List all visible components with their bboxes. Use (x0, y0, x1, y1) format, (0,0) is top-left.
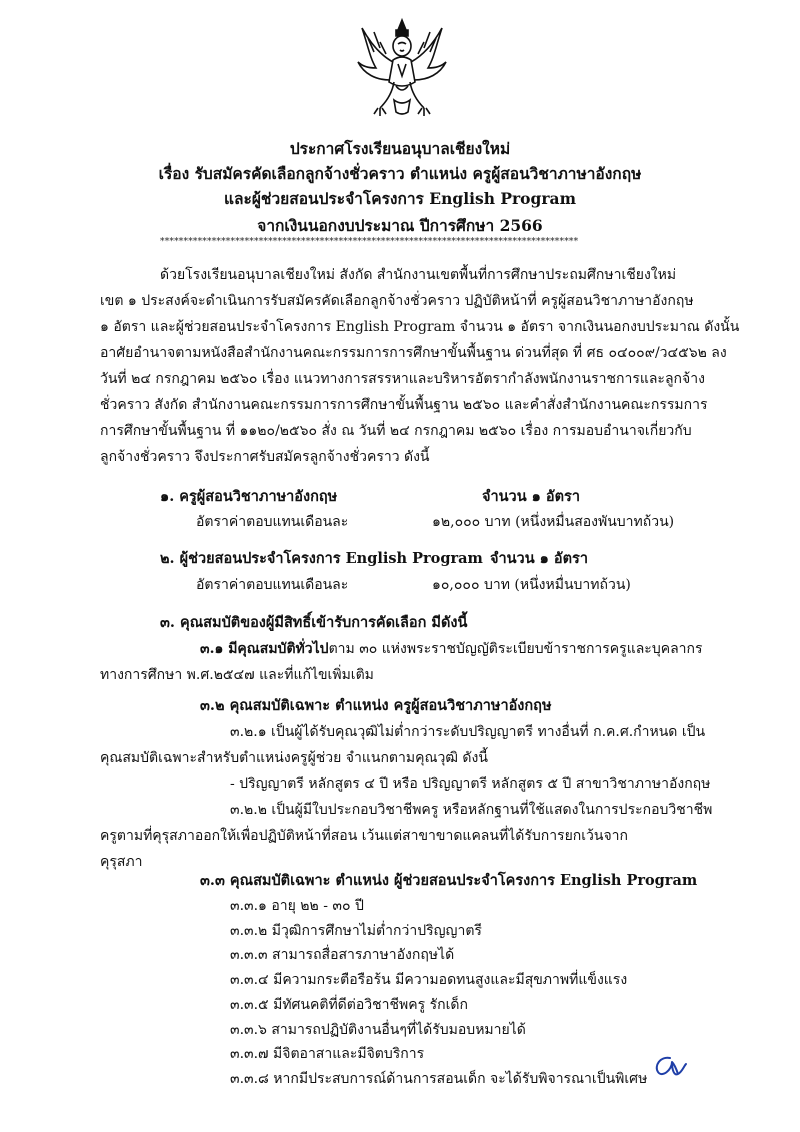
garuda-emblem-icon (354, 16, 450, 120)
position-1-quota: จำนวน ๑ อัตรา (482, 488, 580, 505)
assistant-item: ๓.๓.๕ มีทัศนคติที่ดีต่อวิชาชีพครู รักเด็ก (230, 997, 468, 1013)
page-title: ประกาศโรงเรียนอนุบาลเชียงใหม่ (289, 139, 511, 158)
position-1-title: ๑. ครูผู้สอนวิชาภาษาอังกฤษ (160, 488, 338, 505)
assistant-item: ๓.๓.๑ อายุ ๒๒ - ๓๐ ปี (230, 898, 364, 914)
teacher-qualification-2-line-1: ๓.๒.๒ เป็นผู้มีใบประกอบวิชาชีพครู หรือหลักฐานที่ใช้แสดงในการประกอบวิชาชีพ (230, 802, 713, 818)
assistant-item: ๓.๓.๗ มีจิตอาสาและมีจิตบริการ (230, 1046, 425, 1062)
intro-line-1: ด้วยโรงเรียนอนุบาลเชียงใหม่ สังกัด สำนักงานเขตพื้นที่การศึกษาประถมศึกษาเชียงใหม่ (160, 267, 677, 283)
subject-line: เรื่อง รับสมัครคัดเลือกลูกจ้างชั่วคราว ตำแหน่ง ครูผู้สอนวิชาภาษาอังกฤษ (158, 164, 642, 183)
teacher-qualification-2-line-2: ครูตามที่คุรุสภาออกให้เพื่อปฏิบัติหน้าที่สอน เว้นแต่สาขาขาดแคลนที่ได้รับการยกเว้นจาก (100, 828, 629, 844)
position-2-pay-value: ๑๐,๐๐๐ บาท (หนึ่งหมื่นบาทถ้วน) (432, 577, 631, 593)
assistant-item: ๓.๓.๓ สามารถสื่อสารภาษาอังกฤษได้ (230, 947, 455, 963)
assistant-item: ๓.๓.๒ มีวุฒิการศึกษาไม่ต่ำกว่าปริญญาตรี (230, 923, 482, 939)
intro-line-4: อาศัยอำนาจตามหนังสือสำนักงานคณะกรรมการการศึกษาขั้นพื้นฐาน ด่วนที่สุด ที่ ศธ ๐๔๐๐๙/ว๔๕๖๒ ลง (100, 345, 727, 361)
position-2-pay-label: อัตราค่าตอบแทนเดือนละ (196, 577, 349, 593)
teacher-qualification-1-line-1: ๓.๒.๑ เป็นผู้ได้รับคุณวุฒิไม่ต่ำกว่าระดับปริญญาตรี ทางอื่นที่ ก.ค.ศ.กำหนด เป็น (230, 724, 706, 740)
teacher-qualification-2-line-3: คุรุสภา (100, 854, 143, 870)
teacher-qualification-heading: ๓.๒ คุณสมบัติเฉพาะ ตำแหน่ง ครูผู้สอนวิชาภาษาอังกฤษ (200, 697, 552, 714)
assistant-qualification-heading: ๓.๓ คุณสมบัติเฉพาะ ตำแหน่ง ผู้ช่วยสอนประจำโครงการ English Program (200, 872, 698, 889)
position-1-pay-value: ๑๒,๐๐๐ บาท (หนึ่งหมื่นสองพันบาทถ้วน) (432, 514, 675, 530)
signature-initial-icon (650, 1052, 690, 1082)
intro-line-5: วันที่ ๒๔ กรกฎาคม ๒๕๖๐ เรื่อง แนวทางการสรรหาและบริหารอัตรากำลังพนักงานราชการและลูกจ้าง (100, 371, 705, 387)
qualifications-heading: ๓. คุณสมบัติของผู้มีสิทธิ์เข้ารับการคัดเลือก มีดังนี้ (160, 614, 468, 631)
subject-line-3: จากเงินนอกงบประมาณ ปีการศึกษา 2566 (257, 216, 543, 235)
position-2-title: ๒. ผู้ช่วยสอนประจำโครงการ English Program (160, 550, 483, 567)
divider-stars: ***************************************************************************************** (160, 237, 579, 247)
intro-line-8: ลูกจ้างชั่วคราว จึงประกาศรับสมัครลูกจ้างชั่วคราว ดังนี้ (100, 449, 430, 465)
teacher-qualification-1-line-3: - ปริญญาตรี หลักสูตร ๔ ปี หรือ ปริญญาตรี หลักสูตร ๕ ปี สาขาวิชาภาษาอังกฤษ (230, 776, 711, 792)
subject-line-2: และผู้ช่วยสอนประจำโครงการ English Program (224, 189, 576, 208)
general-qualification-label: ๓.๑ มีคุณสมบัติทั่วไป (200, 641, 329, 657)
general-qualification (200, 638, 703, 660)
assistant-item: ๓.๓.๘ หากมีประสบการณ์ด้านการสอนเด็ก จะได้รับพิจารณาเป็นพิเศษ (230, 1071, 648, 1087)
intro-line-7: การศึกษาขั้นพื้นฐาน ที่ ๑๑๒๐/๒๕๖๐ สั่ง ณ วันที่ ๒๔ กรกฎาคม ๒๕๖๐ เรื่อง การมอบอำนาจเกี่ยวกับ (100, 423, 692, 439)
position-1-pay-label: อัตราค่าตอบแทนเดือนละ (196, 514, 349, 530)
general-qualification-line-2: ทางการศึกษา พ.ศ.๒๕๔๗ และที่แก้ไขเพิ่มเติม (100, 667, 374, 683)
teacher-qualification-1-line-2: คุณสมบัติเฉพาะสำหรับตำแหน่งครูผู้ช่วย จำแนกตามคุณวุฒิ ดังนี้ (100, 750, 488, 766)
assistant-item: ๓.๓.๔ มีความกระตือรือร้น มีความอดทนสูงและมีสุขภาพที่แข็งแรง (230, 972, 628, 988)
intro-line-3: ๑ อัตรา และผู้ช่วยสอนประจำโครงการ English Program จำนวน ๑ อัตรา จากเงินนอกงบประมาณ ดังนั้น (100, 319, 740, 335)
general-qualification-text: ตาม ๓๐ แห่งพระราชบัญญัติระเบียบข้าราชการครูและบุคลากร (328, 641, 703, 657)
assistant-item: ๓.๓.๖ สามารถปฏิบัติงานอื่นๆที่ได้รับมอบหมายได้ (230, 1022, 526, 1038)
intro-line-2: เขต ๑ ประสงค์จะดำเนินการรับสมัครคัดเลือกลูกจ้างชั่วคราว ปฏิบัติหน้าที่ ครูผู้สอนวิชาภาษาอังกฤษ (100, 293, 694, 309)
position-2-quota: จำนวน ๑ อัตรา (490, 550, 588, 567)
intro-line-6: ชั่วคราว สังกัด สำนักงานคณะกรรมการการศึกษาขั้นพื้นฐาน ๒๕๖๐ และคำสั่งสำนักงานคณะกรรมการ (100, 397, 708, 413)
